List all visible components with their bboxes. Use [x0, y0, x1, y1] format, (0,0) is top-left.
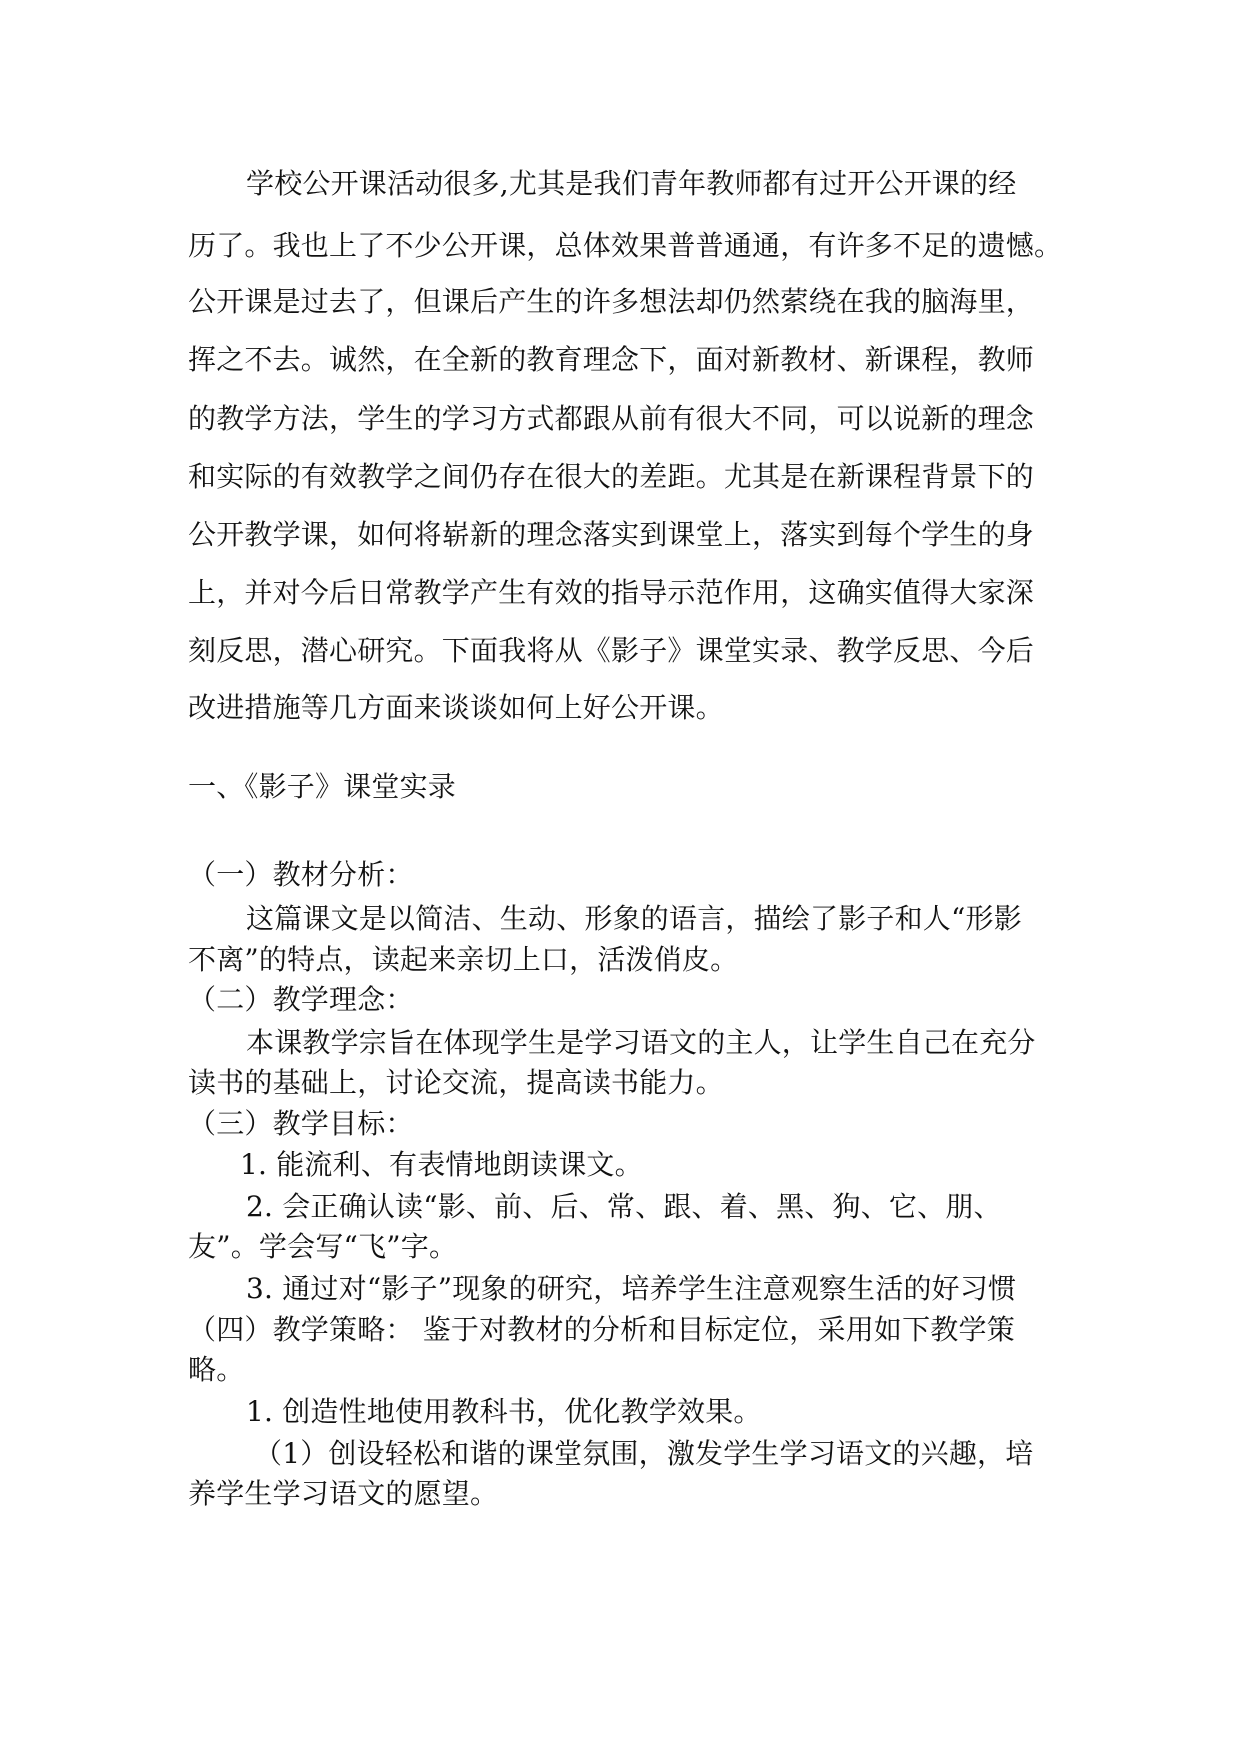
- part3-line-1: 1. 能流利、有表情地朗读课文。: [240, 1148, 643, 1181]
- intro-line-2: 历了。我也上了不少公开课，总体效果普普通通，有许多不足的遗憾。: [188, 229, 1063, 262]
- part3-line-2: 2. 会正确认读“影、前、后、常、跟、着、黑、狗、它、朋、: [246, 1190, 1002, 1223]
- part3-heading: （三）教学目标：: [188, 1107, 414, 1140]
- part4-line-1: （四）教学策略： 鉴于对教材的分析和目标定位，采用如下教学策: [188, 1313, 1015, 1346]
- intro-line-6: 和实际的有效教学之间仍存在很大的差距。尤其是在新课程背景下的: [188, 460, 1035, 493]
- part1-line-2: 不离”的特点，读起来亲切上口，活泼俏皮。: [188, 943, 739, 976]
- intro-line-10: 改进措施等几方面来谈谈如何上好公开课。: [188, 691, 724, 724]
- intro-line-7: 公开教学课，如何将崭新的理念落实到课堂上，落实到每个学生的身: [188, 518, 1035, 551]
- intro-line-5: 的教学方法，学生的学习方式都跟从前有很大不同，可以说新的理念: [188, 402, 1035, 435]
- part4-line-3: 1. 创造性地使用教科书，优化教学效果。: [246, 1395, 762, 1428]
- part1-heading: （一）教材分析：: [188, 858, 414, 891]
- part4-line-5: 养学生学习语文的愿望。: [188, 1477, 499, 1510]
- intro-line-1: 学校公开课活动很多,尤其是我们青年教师都有过开公开课的经: [246, 167, 1017, 200]
- part4-line-4: （1）创设轻松和谐的课堂氛围，激发学生学习语文的兴趣，培: [254, 1437, 1034, 1470]
- section-heading: 一、《影子》课堂实录: [188, 770, 457, 803]
- intro-line-3: 公开课是过去了，但课后产生的许多想法却仍然萦绕在我的脑海里，: [188, 285, 1035, 318]
- intro-line-4: 挥之不去。诚然，在全新的教育理念下，面对新教材、新课程，教师: [188, 343, 1035, 376]
- part3-line-3: 友”。学会写“飞”字。: [188, 1230, 458, 1263]
- part3-line-4: 3. 通过对“影子”现象的研究，培养学生注意观察生活的好习惯: [246, 1272, 1017, 1305]
- part1-line-1: 这篇课文是以简洁、生动、形象的语言，描绘了影子和人“形影: [246, 902, 1022, 935]
- part2-heading: （二）教学理念：: [188, 983, 414, 1016]
- intro-line-8: 上，并对今后日常教学产生有效的指导示范作用，这确实值得大家深: [188, 576, 1035, 609]
- part2-line-1: 本课教学宗旨在体现学生是学习语文的主人，让学生自己在充分: [246, 1026, 1036, 1059]
- intro-line-9: 刻反思，潜心研究。下面我将从《影子》课堂实录、教学反思、今后: [188, 634, 1035, 667]
- part2-line-2: 读书的基础上，讨论交流，提高读书能力。: [188, 1066, 724, 1099]
- part4-line-2: 略。: [188, 1353, 245, 1386]
